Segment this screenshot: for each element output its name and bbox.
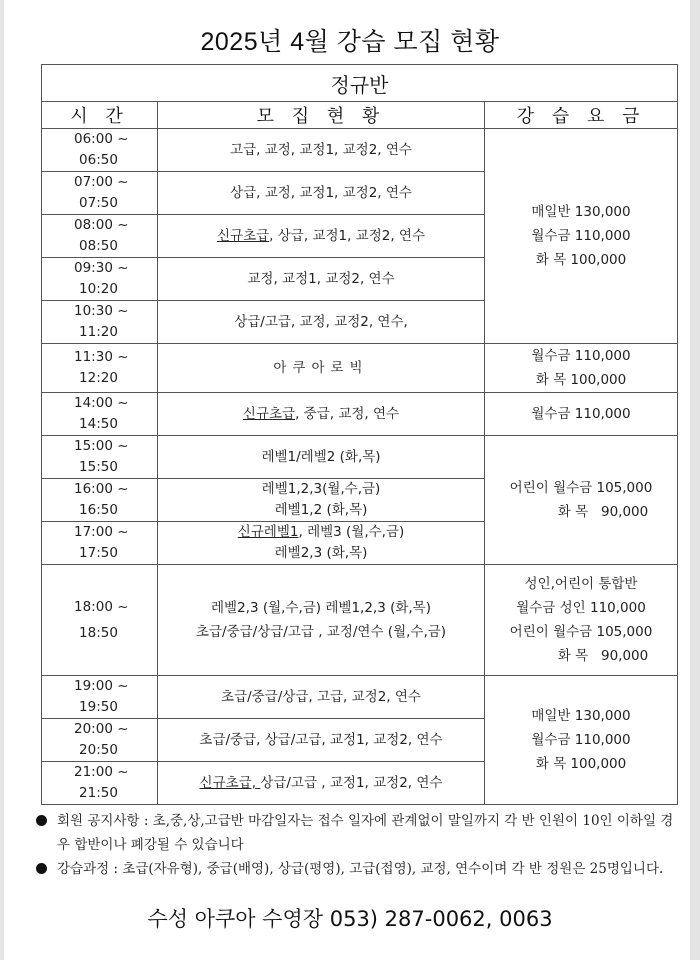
fee-cell: 성인,어린이 통합반 월수금 성인 110,000 어린이 월수금 105,000 화 목 90,000: [485, 565, 678, 676]
class-cell: 레벨1/레벨2 (화,목): [158, 436, 485, 479]
time-cell: 06:00 ~ 06:50: [42, 129, 158, 172]
class-cell: 신규레벨1, 레벨3 (월,수,금) 레벨2,3 (화,목): [158, 522, 485, 565]
class-cell: 레벨2,3 (월,수,금) 레벨1,2,3 (화,목) 초급/중급/상급/고급 , 교정/연수 (월,수,금): [158, 565, 485, 676]
time-cell: 09:30 ~ 10:20: [42, 258, 158, 301]
contact-footer: 수성 아쿠아 수영장 053) 287-0062, 0063: [147, 907, 553, 931]
page-edge-right: [690, 0, 700, 960]
class-cell: 고급, 교정, 교정1, 교정2, 연수: [158, 129, 485, 172]
table-row: [42, 393, 678, 436]
class-cell: 상급, 교정, 교정1, 교정2, 연수: [158, 172, 485, 215]
notice-item: [36, 809, 686, 857]
time-cell: 14:00 ~ 14:50: [42, 393, 158, 436]
class-cell: 신규초급, 상급/고급 , 교정1, 교정2, 연수: [158, 762, 485, 805]
table-row: [42, 436, 678, 479]
page-title: 2025년 4월 강습 모집 현황: [200, 28, 500, 56]
time-cell: 07:00 ~ 07:50: [42, 172, 158, 215]
time-cell: 19:00 ~ 19:50: [42, 676, 158, 719]
fee-cell: 매일반 130,000 월수금 110,000 화 목 100,000: [485, 129, 678, 344]
class-cell: 초급/중급/상급, 고급, 교정2, 연수: [158, 676, 485, 719]
time-cell: 20:00 ~ 20:50: [42, 719, 158, 762]
fee-cell: 매일반 130,000 월수금 110,000 화 목 100,000: [485, 676, 678, 805]
time-cell: 18:00 ~ 18:50: [42, 565, 158, 676]
fee-cell: 어린이 월수금 105,000 화 목 90,000: [485, 436, 678, 565]
class-cell: 신규초급, 중급, 교정, 연수: [158, 393, 485, 436]
table-row: [42, 344, 678, 393]
bullet-icon: [36, 815, 47, 826]
time-cell: 21:00 ~ 21:50: [42, 762, 158, 805]
header-fee: 강 습 요 금: [485, 102, 678, 129]
class-cell: 신규초급, 상급, 교정1, 교정2, 연수: [158, 215, 485, 258]
notice-item: [36, 857, 686, 881]
page-edge-left: [0, 0, 4, 960]
time-cell: 11:30 ~ 12:20: [42, 344, 158, 393]
header-time: 시 간: [42, 102, 158, 129]
bullet-icon: [36, 863, 47, 874]
time-cell: 10:30 ~ 11:20: [42, 301, 158, 344]
fee-cell: 월수금 110,000: [485, 393, 678, 436]
time-cell: 16:00 ~ 16:50: [42, 479, 158, 522]
table-row: [42, 565, 678, 676]
class-cell: 교정, 교정1, 교정2, 연수: [158, 258, 485, 301]
class-cell: 레벨1,2,3(월,수,금) 레벨1,2 (화,목): [158, 479, 485, 522]
table-row: [42, 129, 678, 172]
notice-text: 회원 공지사항 : 초,중,상,고급반 마감일자는 접수 일자에 관계없이 말일까지 각 반 인원이 10인 이하일 경우 합반이나 폐강될 수 있습니다: [57, 813, 674, 853]
time-cell: 15:00 ~ 15:50: [42, 436, 158, 479]
class-cell: 아쿠아로빅: [158, 344, 485, 393]
table-row: [42, 676, 678, 719]
fee-cell: 월수금 110,000 화 목 100,000: [485, 344, 678, 393]
time-cell: 17:00 ~ 17:50: [42, 522, 158, 565]
class-cell: 초급/중급, 상급/고급, 교정1, 교정2, 연수: [158, 719, 485, 762]
notice-section: [36, 809, 686, 881]
table-banner: 정규반: [42, 65, 678, 102]
schedule-table: [41, 64, 678, 805]
time-cell: 08:00 ~ 08:50: [42, 215, 158, 258]
header-recruit: 모 집 현 황: [158, 102, 485, 129]
notice-text: 강습과정 : 초급(자유형), 중급(배영), 상급(평영), 고급(접영), 교정, 연수이며 각 반 정원은 25명입니다.: [57, 861, 664, 877]
class-cell: 상급/고급, 교정, 교정2, 연수,: [158, 301, 485, 344]
